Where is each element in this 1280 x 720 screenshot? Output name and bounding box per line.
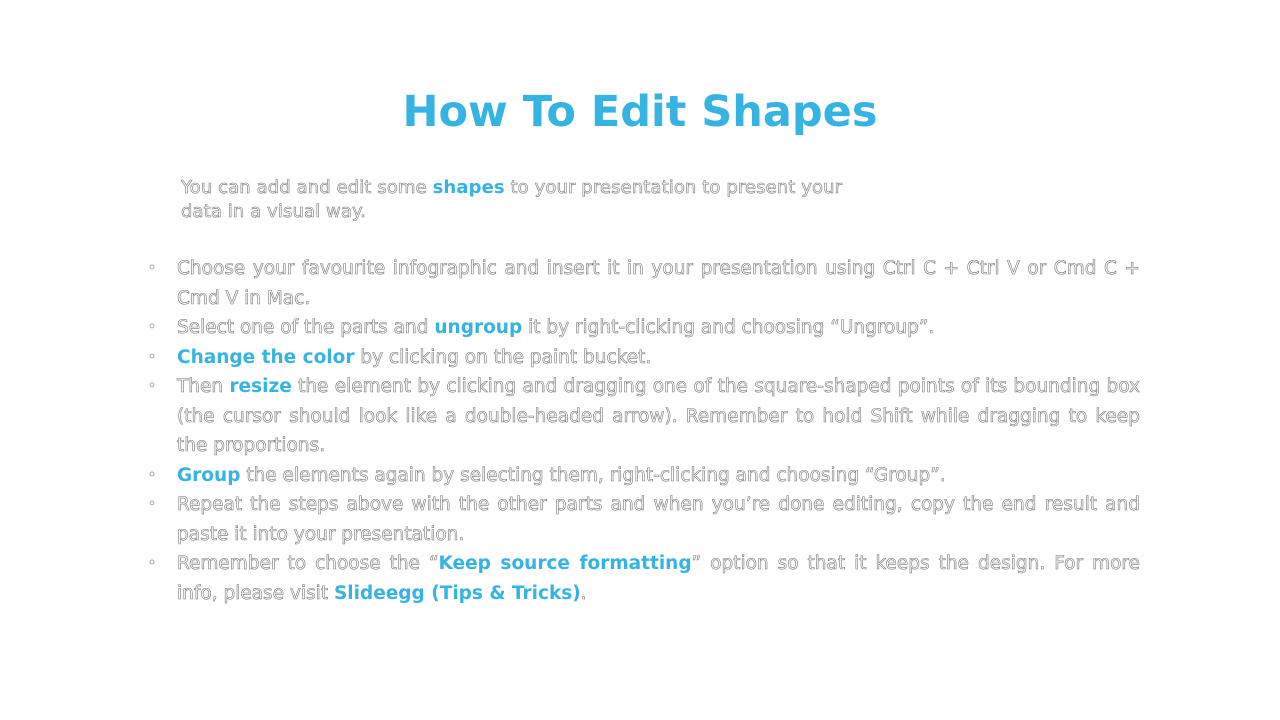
slide-title: How To Edit Shapes [402, 87, 878, 137]
text-run: . [580, 582, 587, 604]
list-item [140, 313, 1140, 343]
text-run: it by right-clicking and choosing “Ungroup”. [522, 317, 935, 338]
highlight-text: Slideegg (Tips & Tricks) [333, 582, 581, 604]
highlight-text: Keep source formatting [438, 553, 692, 574]
list-item [140, 461, 1140, 491]
text-run: Remember to choose the “ [177, 553, 439, 574]
bullet-dot: • [147, 496, 157, 512]
text-run: by clicking on the paint bucket. [354, 346, 652, 368]
bullet-dot: • [147, 466, 157, 483]
highlight-text: Group [177, 464, 241, 486]
text-run: You can add and edit some [181, 177, 433, 198]
text-run: the elements again by selecting them, right-clicking and choosing “Group”. [240, 464, 946, 486]
list-item [140, 372, 1140, 461]
bullet-dot: • [147, 260, 157, 276]
text-run: the element by clicking and dragging one of the square-shaped points of its bounding box (the cursor should look like a double-headed arrow). Remember to hold Shift while dragging to keep the proportions. [177, 376, 1140, 456]
instruction-list [140, 254, 1140, 608]
bullet-dot: • [147, 378, 157, 394]
highlight-text: ungroup [434, 317, 523, 338]
list-item [140, 254, 1140, 313]
bullet-dot: • [147, 348, 157, 365]
text-run: Select one of the parts and [177, 317, 435, 338]
highlight-text: Change the color [177, 346, 355, 368]
list-item [140, 490, 1140, 549]
text-run: Then [177, 376, 230, 397]
text-run: Repeat the steps above with the other parts and when you’re done editing, copy the end result and paste it into your presentation. [177, 494, 1140, 545]
text-run: Choose your favourite infographic and insert it in your presentation using Ctrl C + Ctrl V or Cmd C + Cmd V in Mac. [177, 258, 1140, 309]
bullet-dot: • [147, 319, 157, 335]
list-item [140, 343, 1140, 373]
highlight-text: shapes [432, 177, 505, 198]
intro-paragraph [181, 176, 871, 224]
text-run: to your presentation to present your data in a visual way. [181, 177, 843, 222]
list-item [140, 549, 1140, 608]
text-run: ” option so that it keeps the design. For more info, please visit [177, 553, 1140, 604]
highlight-text: resize [229, 376, 292, 397]
bullet-dot: • [147, 555, 157, 571]
